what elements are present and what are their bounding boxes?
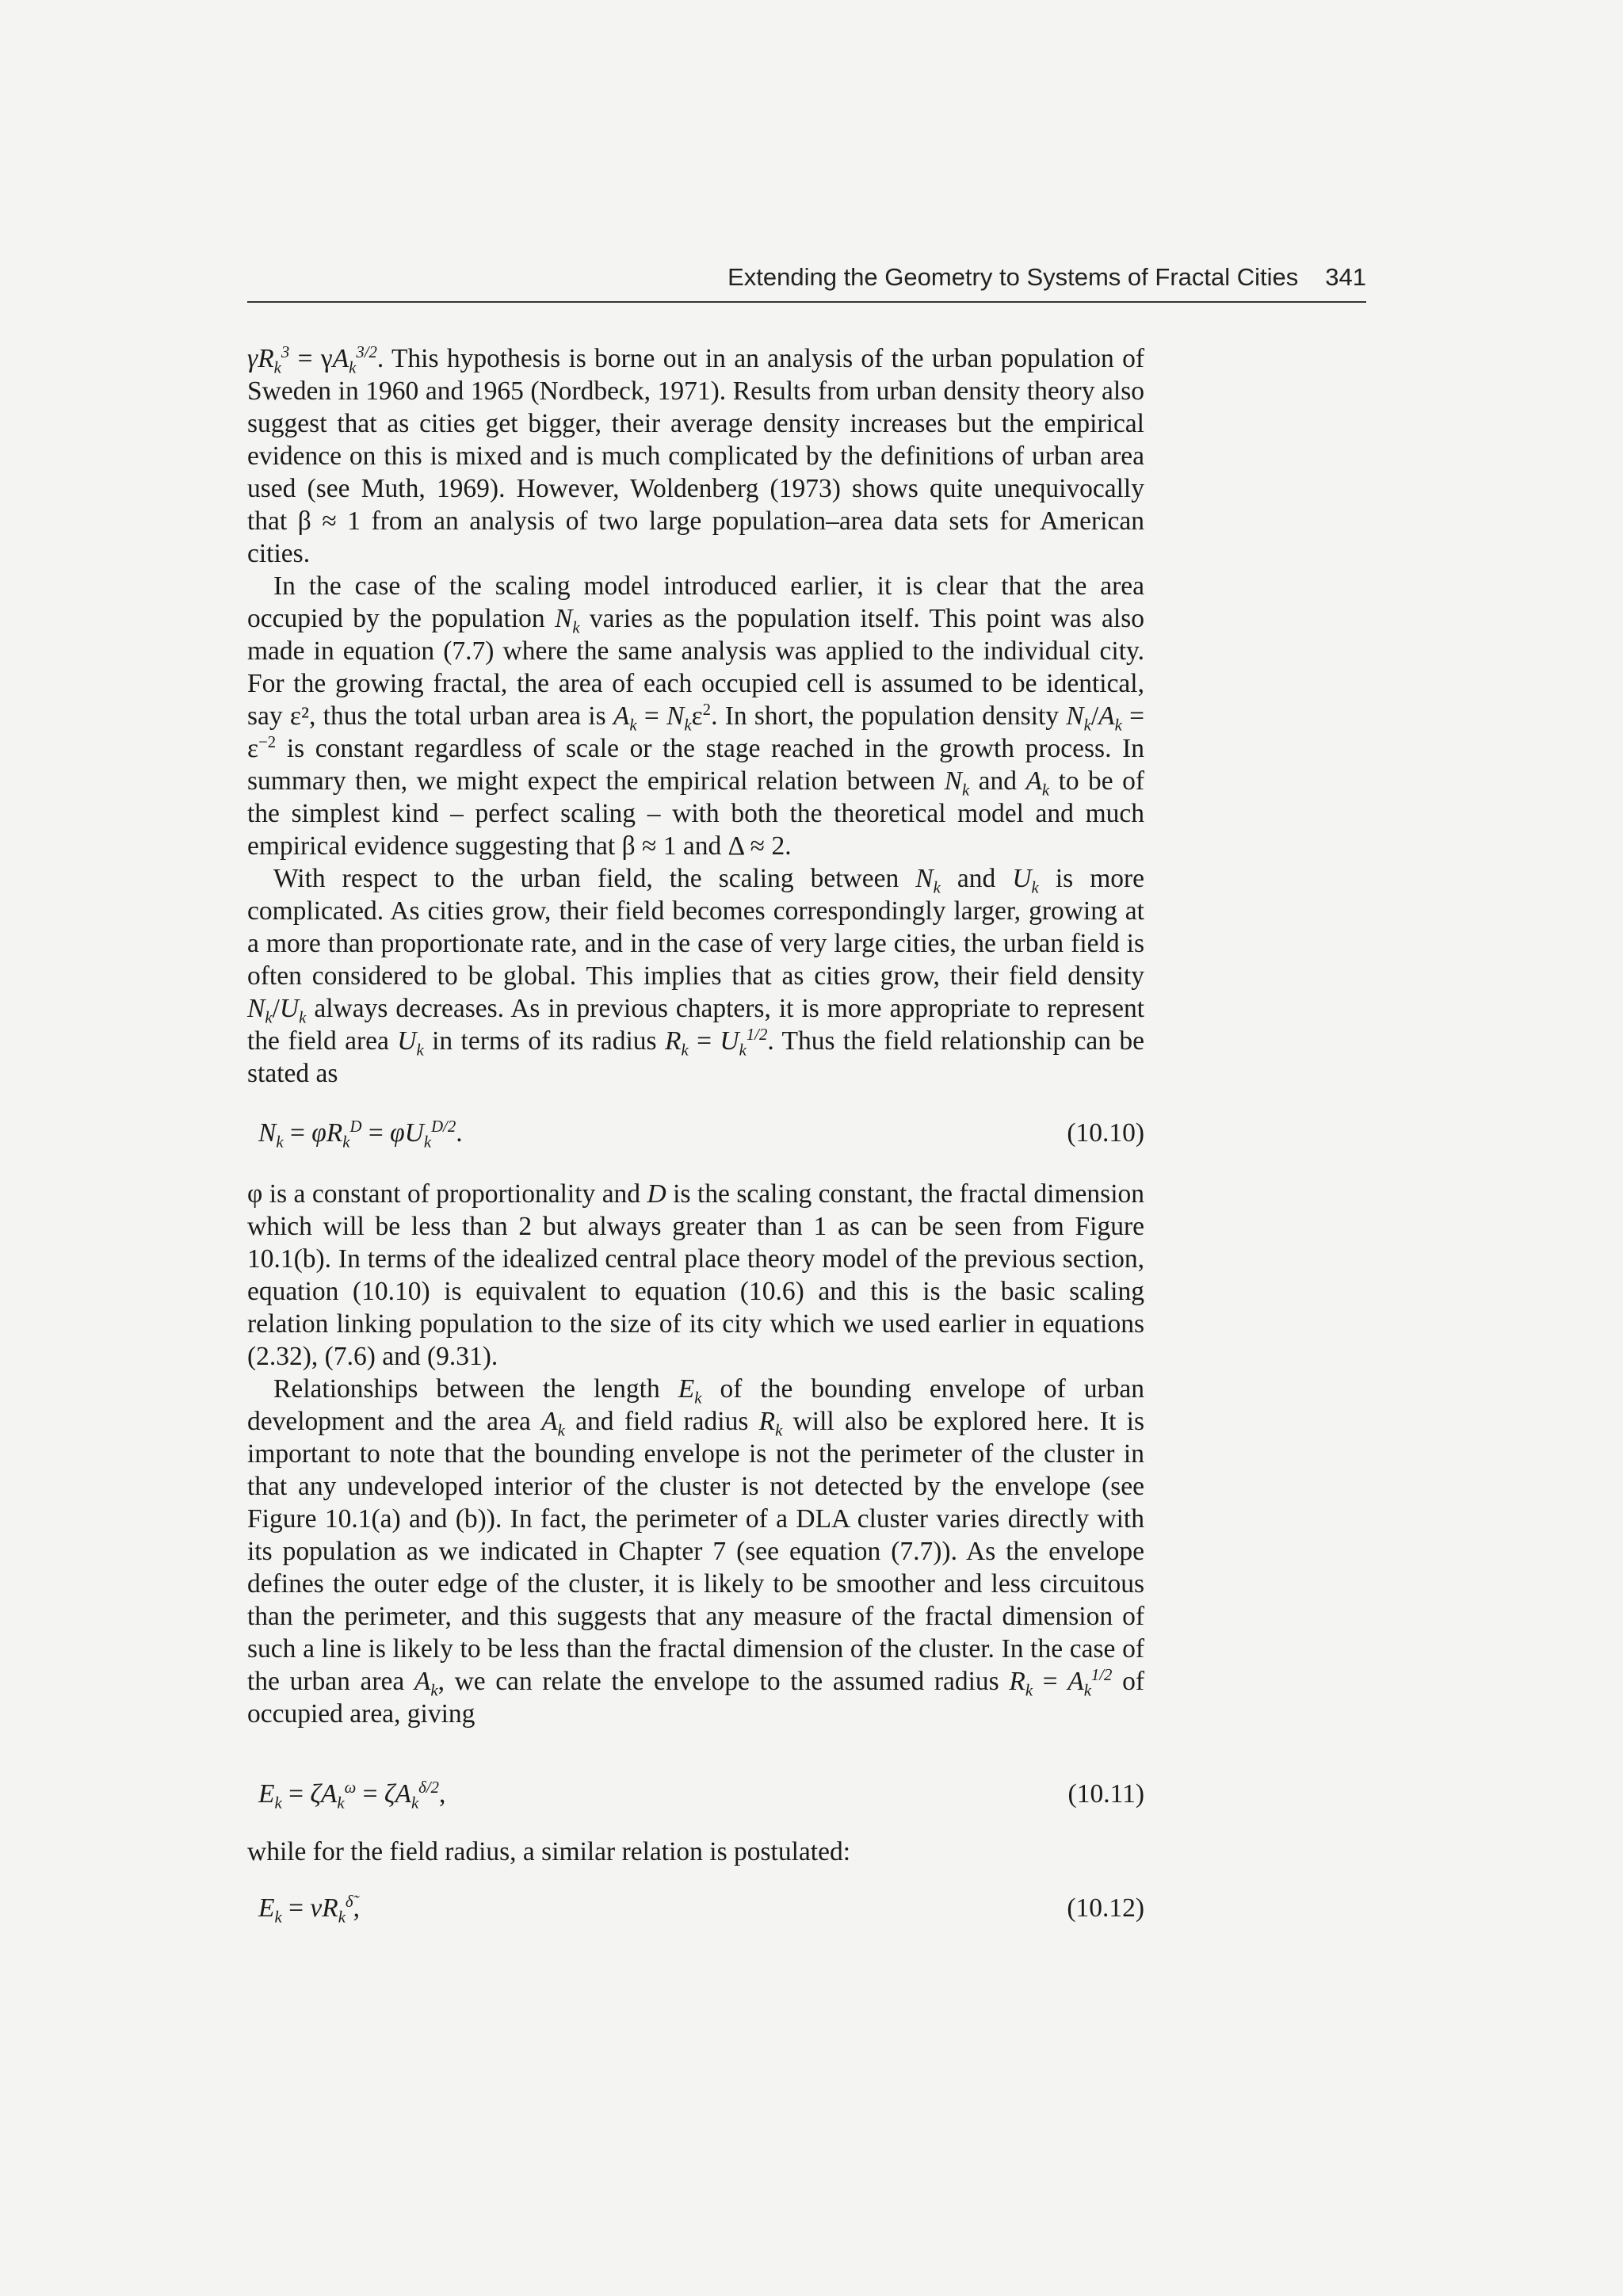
page-number: 341 bbox=[1325, 263, 1366, 291]
equation-number: (10.12) bbox=[1067, 1893, 1144, 1923]
paragraph-4: φ is a constant of proportionality and D is the scaling constant, the fractal dimension which will be less than 2 but always greater than 1 as can be seen from Figure 10.1(b). In terms of the idealized central place theory model of the previous section, equation (10.10) is equivalent to equation (10.6) and this is the basic scaling relation linking population to the size of its city which we used earlier in equations (2.32), (7.6) and (9.31). bbox=[247, 1179, 1145, 1371]
equation-10-12 bbox=[247, 1892, 1144, 1927]
equation-10-10 bbox=[247, 1117, 1144, 1152]
body-text bbox=[247, 342, 1145, 1927]
paragraph-5: Relationships between the length $E_k$ of the bounding envelope of urban development and the area $A_k$ and field radius $R_k$ will also be explored here. It is important to note that the bounding envelope is not the perimeter of the cluster in that any undeveloped interior of the cluster is not detected by the envelope (see Figure 10.1(a) and (b)). In fact, the perimeter of a DLA cluster varies directly with its population as we indicated in Chapter 7 (see equation (7.7)). As the envelope defines the outer edge of the cluster, it is likely to be smoother and less circuitous than the perimeter, and this suggests that any measure of the fractal dimension of such a line is likely to be less than the fractal dimension of the cluster. In the case of the urban area $A_k$, we can relate the envelope to the assumed radius $R_k = A_k^{1/2}$ of occupied area, giving bbox=[247, 1374, 1145, 1729]
equation-expression: $E_k = \nu R_k^{\deltã}$, bbox=[258, 1892, 360, 1927]
header-rule bbox=[247, 301, 1366, 303]
equation-expression: $N_k = \varphi R_k^D = \varphi U_k^{D/2}$. bbox=[258, 1117, 463, 1152]
equation-expression: $E_k = \zeta A_k^\omega = \zeta A_k^{\delta/2}$, bbox=[258, 1778, 446, 1813]
paragraph-6: while for the field radius, a similar relation is postulated: bbox=[247, 1837, 850, 1866]
paragraph-3: With respect to the urban field, the scaling between $N_k$ and $U_k$ is more complicated. As cities grow, their field becomes correspondingly larger, growing at a more than proportionate rate, and in the case of very large cities, the urban field is often considered to be global. This implies that as cities grow, their field density $N_k/U_k$ always decreases. As in previous chapters, it is more appropriate to represent the field area $U_k$ in terms of its radius $R_k = U_k^{1/2}$. Thus the field relationship can be stated as bbox=[247, 864, 1145, 1088]
paragraph-1: $\gamma R_k^3 = \gamma A_k^{3/2}$. This hypothesis is borne out in an analysis of the urban population of Sweden in 1960 and 1965 (Nordbeck, 1971). Results from urban density theory also suggest that as cities get bigger, their average density increases but the empirical evidence on this is mixed and is much complicated by the definitions of urban area used (see Muth, 1969). However, Woldenberg (1973) shows quite unequivocally that β ≈ 1 from an analysis of two large population–area data sets for American cities. bbox=[247, 342, 1145, 568]
equation-10-11 bbox=[247, 1778, 1144, 1813]
running-head bbox=[247, 263, 1366, 292]
equation-number: (10.11) bbox=[1067, 1779, 1144, 1809]
equation-number: (10.10) bbox=[1067, 1118, 1144, 1148]
running-title: Extending the Geometry to Systems of Fractal Cities bbox=[727, 263, 1299, 291]
paragraph-2: In the case of the scaling model introduced earlier, it is clear that the area occupied by the population $N_k$ varies as the population itself. This point was also made in equation (7.7) where the same analysis was applied to the individual city. For the growing fractal, the area of each occupied cell is assumed to be identical, say ε², thus the total urban area is $A_k = N_k\varepsilon^2$. In short, the population density $N_k/A_k = \varepsilon^{-2}$ is constant regardless of scale or the stage reached in the growth process. In summary then, we might expect the empirical relation between $N_k$ and $A_k$ to be of the simplest kind – perfect scaling – with both the theoretical model and much empirical evidence suggesting that β ≈ 1 and Δ ≈ 2. bbox=[247, 571, 1145, 861]
